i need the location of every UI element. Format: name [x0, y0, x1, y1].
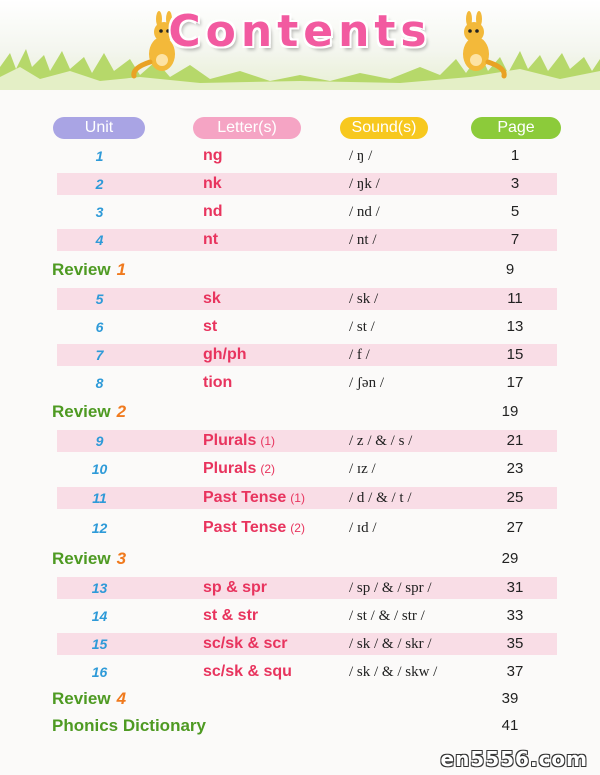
sound-cell: / sk / & / skr / — [349, 636, 432, 652]
letters-text: Plurals — [203, 460, 257, 477]
table-row — [57, 430, 557, 452]
table-row — [57, 372, 557, 394]
letters-note: (2) — [260, 462, 276, 476]
page-number: 31 — [506, 579, 524, 596]
table-row — [57, 316, 557, 338]
review-number: 4 — [116, 689, 127, 708]
letters-cell — [203, 229, 218, 251]
sound-cell: / z / & / s / — [349, 433, 413, 449]
sound-cell: / sk / & / skw / — [349, 664, 438, 680]
sound-cell: / ʃən / — [349, 375, 384, 391]
page-number: 35 — [506, 635, 524, 652]
letters-text: tion — [203, 374, 233, 391]
letters-text: st & str — [203, 607, 259, 624]
letters-text: ng — [203, 147, 223, 164]
review-label-text: Review — [52, 549, 111, 568]
header-banner — [0, 0, 600, 90]
letters-text: sk — [203, 290, 221, 307]
letters-cell — [203, 605, 258, 627]
review-number: 2 — [116, 402, 127, 421]
letters-cell — [203, 661, 292, 683]
unit-number: 13 — [91, 580, 108, 596]
sound-cell: / f / — [349, 347, 370, 363]
letters-text: Past Tense — [203, 519, 287, 536]
letters-cell — [203, 173, 222, 195]
review-row — [52, 714, 557, 738]
review-row — [52, 687, 557, 711]
letters-note: (1) — [290, 491, 305, 505]
letters-cell — [203, 487, 305, 509]
unit-number: 2 — [95, 176, 104, 192]
table-row — [57, 661, 557, 683]
page-number: 25 — [506, 489, 524, 506]
review-label-text: Review — [52, 402, 111, 421]
letters-text: nk — [203, 175, 222, 192]
page-number: 9 — [505, 261, 515, 278]
review-row — [52, 547, 557, 571]
sound-cell: / ŋk / — [349, 176, 380, 192]
table-row — [57, 633, 557, 655]
letters-text: Past Tense — [203, 489, 287, 506]
unit-number: 11 — [92, 490, 107, 506]
letters-note: (2) — [290, 521, 305, 535]
letters-cell — [203, 316, 217, 338]
table-row — [57, 487, 557, 509]
page-number: 27 — [506, 519, 524, 536]
review-label-text: Review — [52, 689, 111, 708]
unit-number: 3 — [95, 204, 104, 220]
unit-number: 12 — [91, 520, 108, 536]
page-number: 39 — [501, 690, 519, 707]
page-number: 13 — [506, 318, 524, 335]
unit-number: 4 — [95, 232, 104, 248]
page-number: 21 — [506, 432, 524, 449]
sound-cell: / ɪd / — [349, 520, 377, 536]
sound-cell: / st / & / str / — [349, 608, 425, 624]
table-row — [57, 458, 557, 480]
unit-number: 7 — [95, 347, 104, 363]
sound-cell: / sk / — [349, 291, 379, 307]
table-row — [57, 605, 557, 627]
page-number: 23 — [506, 460, 524, 477]
letters-cell — [203, 633, 288, 655]
table-row — [57, 577, 557, 599]
review-label-text: Phonics Dictionary — [52, 716, 206, 735]
unit-number: 15 — [91, 636, 108, 652]
letters-text: gh/ph — [203, 346, 247, 363]
review-label — [52, 714, 206, 738]
unit-number: 14 — [91, 608, 108, 624]
page-column-header: Page — [471, 117, 561, 139]
letters-text: sc/sk & squ — [203, 663, 292, 680]
letters-column-header: Letter(s) — [193, 117, 301, 139]
unit-number: 16 — [91, 664, 108, 680]
letters-cell — [203, 430, 275, 452]
page-title: Contents — [168, 6, 432, 57]
review-label — [52, 687, 126, 711]
letters-cell — [203, 344, 247, 366]
table-row — [57, 344, 557, 366]
page-number: 7 — [510, 231, 520, 248]
page-number: 5 — [510, 203, 520, 220]
sound-cell: / sp / & / spr / — [349, 580, 432, 596]
unit-number: 1 — [95, 148, 104, 164]
sound-column-header: Sound(s) — [340, 117, 428, 139]
review-label-text: Review — [52, 260, 111, 279]
page-number: 41 — [501, 717, 519, 734]
page-number: 11 — [507, 290, 523, 307]
letters-text: nd — [203, 203, 223, 220]
review-row — [52, 258, 557, 282]
page-number: 19 — [501, 403, 519, 420]
table-row — [57, 145, 557, 167]
letters-cell — [203, 288, 221, 310]
page-number: 29 — [501, 550, 519, 567]
unit-number: 9 — [95, 433, 104, 449]
page-number: 1 — [510, 147, 520, 164]
review-number: 1 — [116, 260, 127, 279]
sound-cell: / ŋ / — [349, 148, 373, 164]
letters-text: sp & spr — [203, 579, 268, 596]
table-row — [57, 229, 557, 251]
review-label — [52, 547, 126, 571]
letters-cell — [203, 517, 305, 539]
page-number: 37 — [506, 663, 524, 680]
unit-column-header: Unit — [53, 117, 145, 139]
review-label — [52, 258, 126, 282]
letters-text: sc/sk & scr — [203, 635, 288, 652]
page-number: 3 — [510, 175, 520, 192]
sound-cell: / d / & / t / — [349, 490, 412, 506]
table-row — [57, 288, 557, 310]
review-row — [52, 400, 557, 424]
page-number: 33 — [506, 607, 524, 624]
page-number: 15 — [506, 346, 524, 363]
letters-cell — [203, 145, 223, 167]
sound-cell: / st / — [349, 319, 375, 335]
unit-number: 5 — [95, 291, 104, 307]
watermark: en5556.com — [440, 747, 588, 771]
review-number: 3 — [116, 549, 127, 568]
table-row — [57, 173, 557, 195]
letters-cell — [203, 372, 232, 394]
sound-cell: / ɪz / — [349, 461, 376, 477]
sound-cell: / nd / — [349, 204, 380, 220]
review-label — [52, 400, 126, 424]
sound-cell: / nt / — [349, 232, 377, 248]
letters-text: Plurals — [203, 432, 257, 449]
letters-text: st — [203, 318, 218, 335]
unit-number: 10 — [91, 461, 108, 477]
letters-cell — [203, 458, 275, 480]
letters-cell — [203, 577, 267, 599]
unit-number: 6 — [95, 319, 104, 335]
letters-text: nt — [203, 231, 219, 248]
letters-cell — [203, 201, 223, 223]
unit-number: 8 — [95, 375, 104, 391]
page-number: 17 — [506, 374, 524, 391]
letters-note: (1) — [260, 434, 276, 448]
table-row — [57, 517, 557, 539]
table-row — [57, 201, 557, 223]
